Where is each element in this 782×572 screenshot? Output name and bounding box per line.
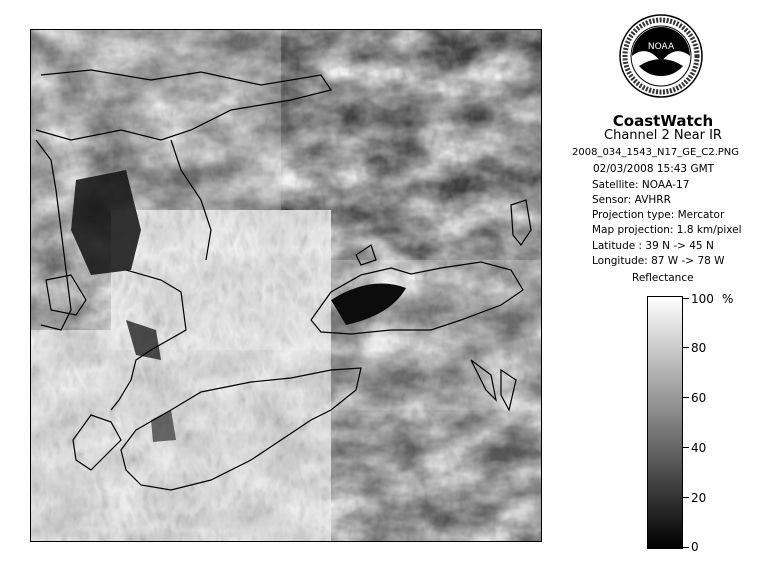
colorbar-tick — [683, 447, 689, 448]
colorbar-tick — [683, 547, 689, 548]
latitude-label: Latitude : 39 N -> 45 N — [592, 240, 714, 252]
projection-type-label: Projection type: Mercator — [592, 209, 725, 221]
satellite-label: Satellite: NOAA-17 — [592, 179, 690, 191]
colorbar-label: Reflectance — [632, 272, 694, 284]
colorbar-tick-label: 0 — [691, 540, 699, 554]
reflectance-colorbar — [647, 296, 683, 549]
datetime-label: 02/03/2008 15:43 GMT — [593, 163, 715, 175]
filename-label: 2008_034_1543_N17_GE_C2.PNG — [572, 147, 740, 158]
channel-subtitle: Channel 2 Near IR — [604, 128, 722, 143]
colorbar-tick-label: 60 — [691, 391, 707, 405]
colorbar-unit: % — [722, 292, 734, 306]
noaa-logo — [619, 14, 703, 98]
noaa-logo-text: NOAA — [647, 42, 675, 52]
colorbar-tick — [683, 347, 689, 348]
longitude-label: Longitude: 87 W -> 78 W — [592, 255, 725, 267]
satellite-image — [30, 29, 542, 542]
product-title: CoastWatch — [612, 112, 714, 130]
map-projection-label: Map projection: 1.8 km/pixel — [592, 224, 742, 236]
colorbar-tick — [683, 397, 689, 398]
colorbar-tick-label: 40 — [691, 441, 707, 455]
colorbar-tick-label: 80 — [691, 341, 707, 355]
colorbar-tick — [683, 298, 689, 299]
colorbar-tick-label: 100 — [691, 292, 714, 306]
sensor-label: Sensor: AVHRR — [592, 194, 671, 206]
colorbar-tick — [683, 497, 689, 498]
colorbar-tick-label: 20 — [691, 491, 707, 505]
